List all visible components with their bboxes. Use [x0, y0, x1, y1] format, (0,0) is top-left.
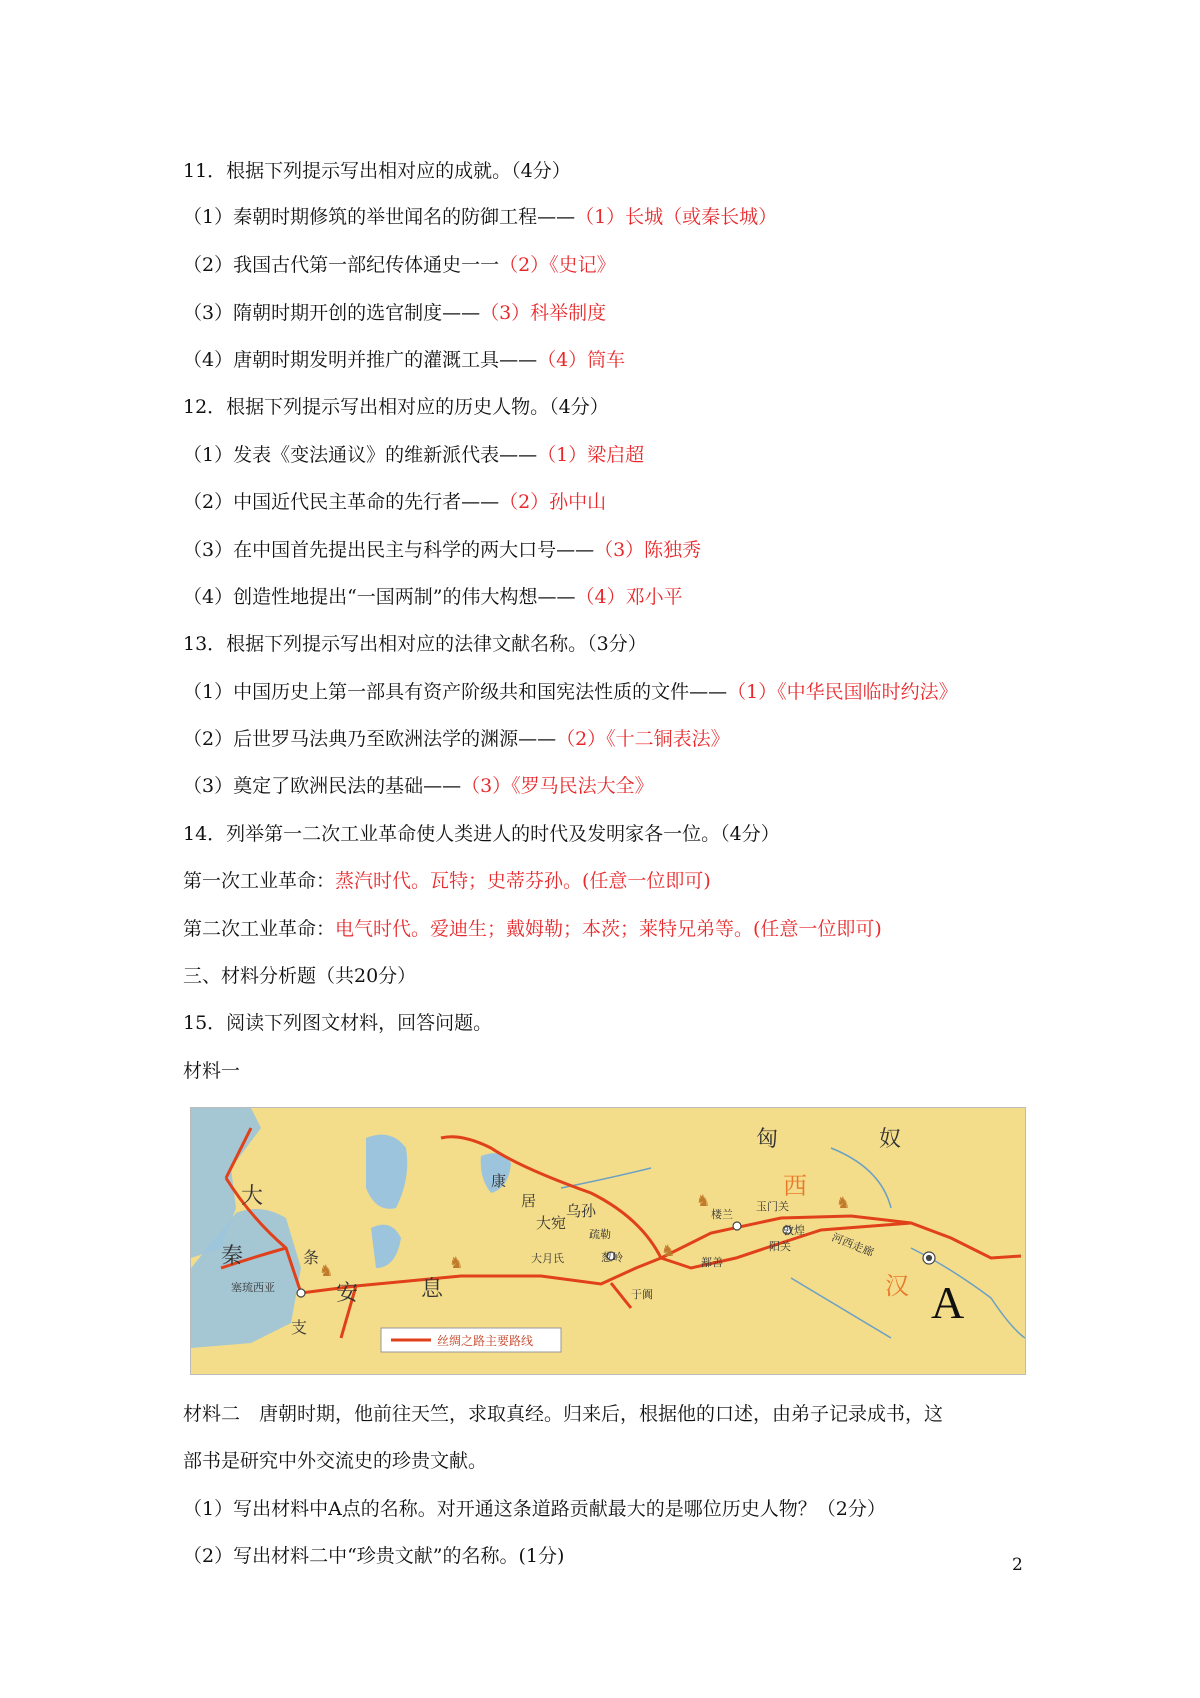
q13-item-2: （2）后世罗马法典乃至欧洲法学的渊源——（2）《十二铜表法》	[183, 728, 730, 750]
map-label: 汉	[885, 1272, 909, 1300]
svg-text:♞: ♞	[696, 1191, 711, 1210]
map-label: 鄯善	[701, 1256, 723, 1269]
answer: 电气时代。爱迪生；戴姆勒；本茨；莱特兄弟等。(任意一位即可)	[335, 918, 882, 940]
q14-stem: 14．列举第一二次工业革命使人类进人的时代及发明家各一位。（4分）	[183, 823, 780, 845]
map-label: 息	[421, 1277, 444, 1302]
answer: （4）邓小平	[575, 586, 683, 608]
map-label: 西	[783, 1172, 807, 1200]
answer: （4）筒车	[537, 349, 626, 371]
q12-item-3: （3）在中国首先提出民主与科学的两大口号——（3）陈独秀	[183, 539, 702, 561]
answer: （3）《罗马民法大全》	[461, 775, 654, 797]
q15-sub2: （2）写出材料二中“珍贵文献”的名称。(1分)	[183, 1545, 565, 1567]
material2-line1: 材料二 唐朝时期，他前往天竺，求取真经。归来后，根据他的口述，由弟子记录成书，这	[183, 1403, 944, 1425]
map-label: 大宛	[536, 1214, 567, 1232]
silk-road-map	[190, 1107, 1026, 1375]
q12-item-2: （2）中国近代民主革命的先行者——（2）孙中山	[183, 491, 607, 513]
point-a-label: A	[931, 1277, 965, 1328]
answer: 蒸汽时代。瓦特；史蒂芬孙。(任意一位即可)	[335, 870, 711, 892]
svg-text:♞: ♞	[836, 1193, 851, 1212]
answer: （1）梁启超	[537, 444, 645, 466]
q14-item-2: 第二次工业革命：电气时代。爱迪生；戴姆勒；本茨；莱特兄弟等。(任意一位即可)	[183, 918, 882, 940]
material2-line2: 部书是研究中外交流史的珍贵文献。	[183, 1450, 488, 1472]
map-label: 条	[303, 1248, 320, 1267]
map-label: 河西走廊	[829, 1230, 876, 1260]
answer: （1）《中华民国临时约法》	[727, 681, 958, 703]
map-label: 秦	[221, 1244, 244, 1269]
map-legend: 丝绸之路主要路线	[437, 1334, 534, 1348]
map-label: 葱岭	[601, 1251, 623, 1264]
map-label: 支	[291, 1318, 308, 1337]
material1-label: 材料一	[183, 1060, 241, 1082]
map-label: 塞琉西亚	[231, 1281, 275, 1294]
map-label: 康	[491, 1172, 507, 1190]
answer: （2）《十二铜表法》	[556, 728, 730, 750]
q12-item-4: （4）创造性地提出“一国两制”的伟大构想——（4）邓小平	[183, 586, 683, 608]
q11-item-2: （2）我国古代第一部纪传体通史一一（2）《史记》	[183, 254, 616, 276]
map-label: 大月氏	[531, 1252, 564, 1265]
q13-item-3: （3）奠定了欧洲民法的基础——（3）《罗马民法大全》	[183, 775, 654, 797]
answer: （3）陈独秀	[594, 539, 702, 561]
svg-text:♞: ♞	[449, 1253, 464, 1272]
map-label: 安	[336, 1281, 359, 1306]
page-number: 2	[1012, 1555, 1023, 1575]
map-label: 楼兰	[711, 1208, 733, 1221]
q11-item-4: （4）唐朝时期发明并推广的灌溉工具——（4）筒车	[183, 349, 626, 371]
map-label: 玉门关	[756, 1200, 789, 1213]
map-label: 大	[241, 1184, 264, 1209]
q15-stem: 15．阅读下列图文材料，回答问题。	[183, 1012, 493, 1034]
answer: （3）科举制度	[480, 302, 607, 324]
q14-item-1: 第一次工业革命：蒸汽时代。瓦特；史蒂芬孙。(任意一位即可)	[183, 870, 711, 892]
answer: （2）《史记》	[499, 254, 616, 276]
svg-text:♞: ♞	[319, 1261, 334, 1280]
section-heading: 三、材料分析题（共20分）	[183, 965, 417, 987]
map-label: 乌孙	[566, 1202, 597, 1220]
q11-item-3: （3）隋朝时期开创的选官制度——（3）科举制度	[183, 302, 607, 324]
map-label: 敦煌	[783, 1224, 805, 1237]
q11-stem: 11．根据下列提示写出相对应的成就。（4分）	[183, 160, 571, 182]
q12-item-1: （1）发表《变法通议》的维新派代表——（1）梁启超	[183, 444, 645, 466]
map-label: 匈	[756, 1127, 779, 1152]
map-label: 阳关	[769, 1240, 791, 1253]
map-label: 居	[521, 1192, 537, 1210]
q15-sub1: （1）写出材料中A点的名称。对开通这条道路贡献最大的是哪位历史人物？（2分）	[183, 1498, 886, 1520]
map-label: 奴	[879, 1127, 902, 1152]
map-label: 于阗	[631, 1288, 653, 1301]
q11-item-1: （1）秦朝时期修筑的举世闻名的防御工程——（1）长城（或秦长城）	[183, 206, 778, 228]
q12-stem: 12．根据下列提示写出相对应的历史人物。（4分）	[183, 396, 609, 418]
map-label: 疏勒	[589, 1228, 611, 1241]
answer: （2）孙中山	[499, 491, 607, 513]
answer: （1）长城（或秦长城）	[575, 206, 778, 228]
q13-item-1: （1）中国历史上第一部具有资产阶级共和国宪法性质的文件——（1）《中华民国临时约法》	[183, 681, 958, 703]
svg-text:♞: ♞	[661, 1241, 676, 1260]
q13-stem: 13．根据下列提示写出相对应的法律文献名称。（3分）	[183, 633, 647, 655]
